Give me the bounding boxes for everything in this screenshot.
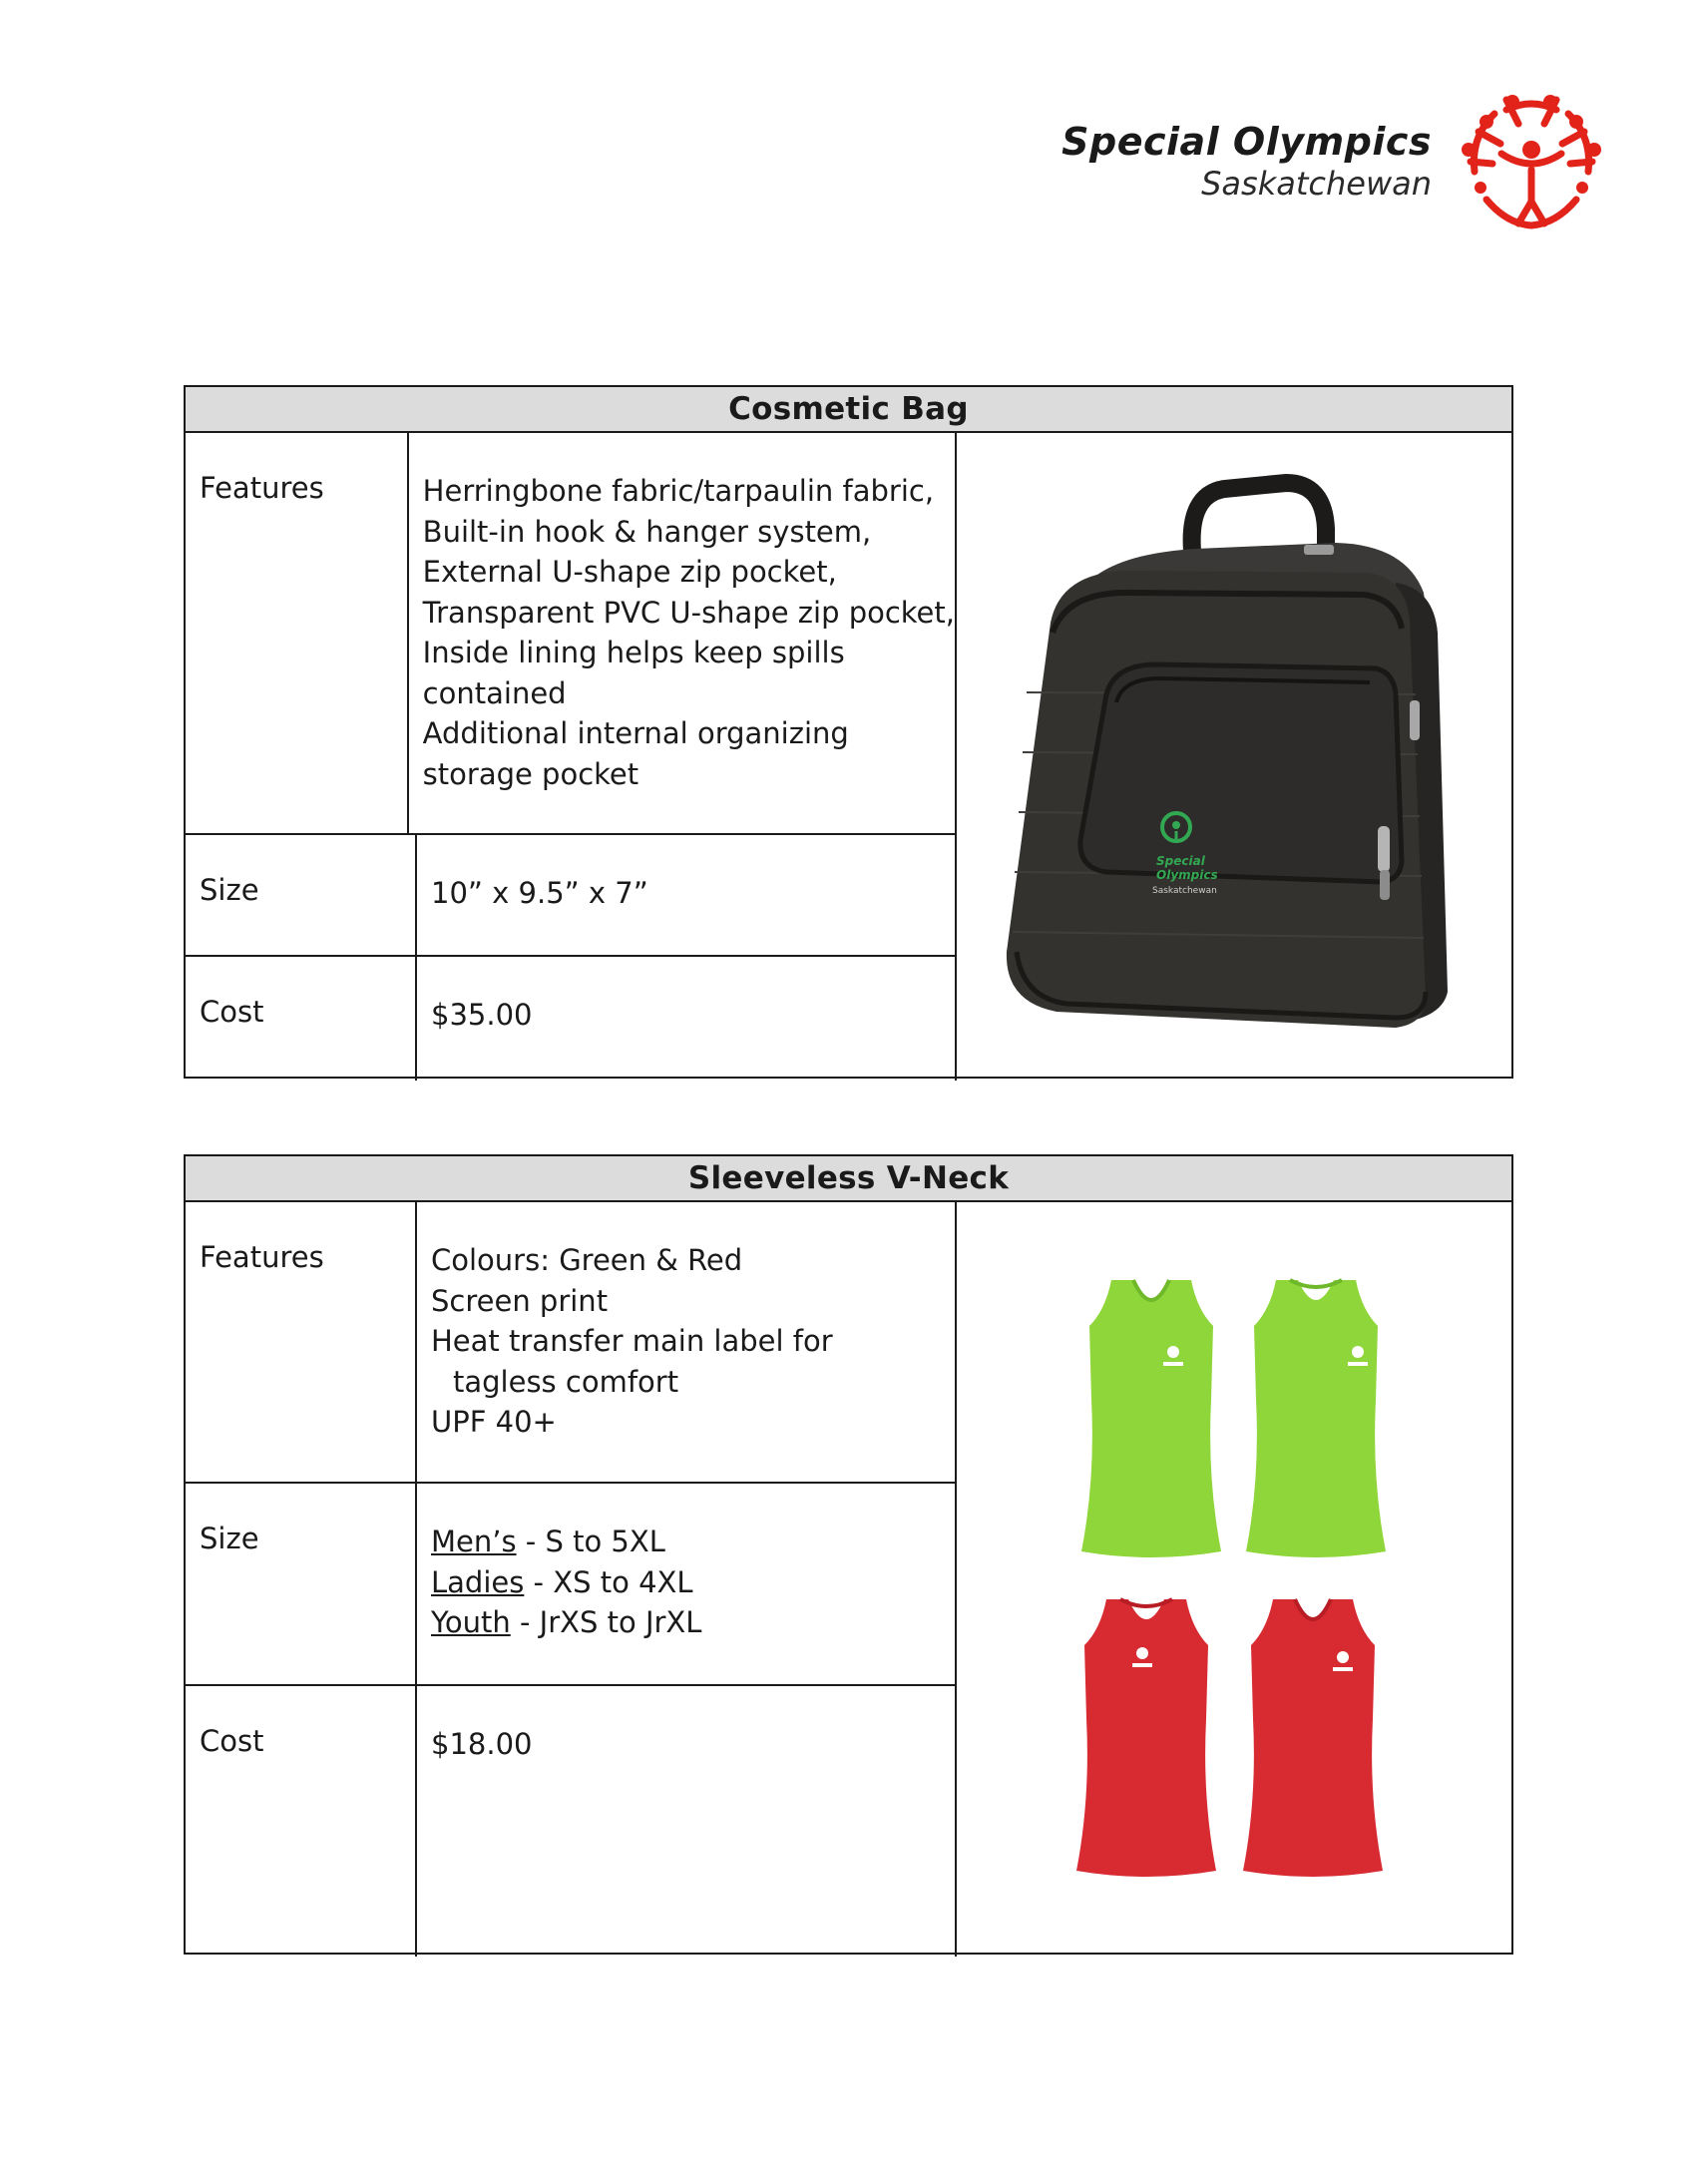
size-group: Men’s [431,1525,517,1558]
cost-row [186,1686,955,1957]
logo-subtitle: Saskatchewan [1201,165,1432,203]
size-label: Size [186,1484,417,1684]
cost-row [186,957,955,1081]
product-title: Sleeveless V-Neck [186,1156,1511,1202]
feature-line: External U-shape zip pocket, [422,555,837,589]
product-image-cell [957,1202,1511,1957]
size-range: - JrXS to JrXL [510,1605,702,1639]
cost-label: Cost [186,957,417,1081]
size-entry-ladies [431,1562,955,1603]
size-entry-youth [431,1602,955,1643]
logo-title: Special Olympics [1061,120,1432,164]
features-label: Features [186,1202,417,1482]
feature-line: Herringbone fabric/tarpaulin fabric, [422,474,935,508]
size-value: 10” x 9.5” x 7” [431,876,648,910]
feature-line: Colours: Green & Red [431,1243,743,1277]
bag-print-line1: Special [1156,854,1205,868]
features-value [417,1202,955,1482]
logo-wordmark [1061,120,1432,204]
sleeveless-shirts-image [957,1202,1511,1957]
product-table-cosmetic-bag [184,385,1513,1079]
green-tank-back [1246,1280,1386,1557]
size-range: - XS to 4XL [524,1564,693,1599]
cost-value: $35.00 [431,998,533,1032]
feature-line: Inside lining helps keep spills [422,636,845,669]
size-row [186,835,955,957]
product-table-sleeveless-v-neck [184,1154,1513,1955]
size-label: Size [186,835,417,955]
size-row [186,1484,955,1686]
feature-line: Screen print [431,1283,609,1318]
cosmetic-bag-image [957,433,1511,1081]
features-row [186,1202,955,1484]
red-tank-back [1076,1599,1216,1877]
product-title: Cosmetic Bag [186,387,1511,433]
features-row [186,433,955,835]
feature-line: contained [422,675,567,710]
red-tank-front [1243,1599,1383,1877]
feature-line: tagless comfort [453,1364,679,1399]
special-olympics-emblem-icon [1457,92,1606,241]
feature-line: storage pocket [422,756,639,791]
size-group: Ladies [431,1564,525,1599]
size-entry-mens [431,1522,955,1562]
cost-label: Cost [186,1686,417,1957]
bag-print-line3: Saskatchewan [1152,886,1217,896]
product-rows [186,1202,957,1957]
features-label: Features [186,433,409,833]
green-tank-front [1081,1280,1221,1557]
bag-print-line2: Olympics [1156,868,1218,882]
size-group: Youth [431,1605,511,1639]
feature-line: Built-in hook & hanger system, [422,514,872,549]
special-olympics-logo [1008,92,1606,241]
features-value [409,433,955,833]
feature-line: UPF 40+ [431,1405,557,1439]
product-image-cell [957,433,1511,1081]
size-range: - S to 5XL [516,1525,665,1558]
feature-line: Transparent PVC U-shape zip pocket, [422,595,955,630]
product-rows [186,433,957,1081]
feature-line: Additional internal organizing [422,716,849,750]
feature-line: Heat transfer main label for [431,1324,833,1358]
cost-value: $18.00 [431,1727,533,1761]
size-value [417,1484,955,1684]
